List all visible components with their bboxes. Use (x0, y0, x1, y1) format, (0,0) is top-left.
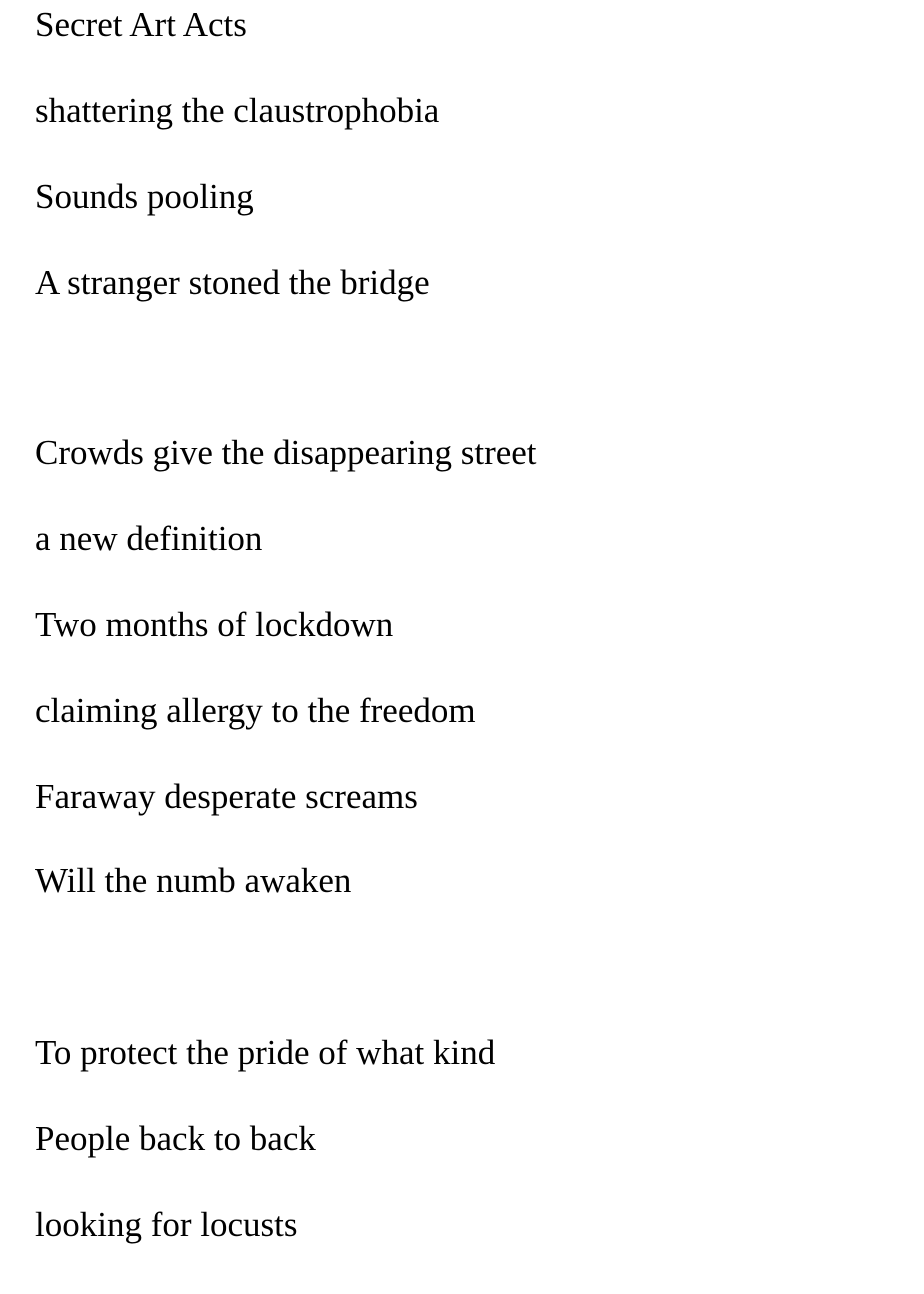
poem-line: Will the numb awaken (35, 861, 352, 900)
poem-line: shattering the claustrophobia (35, 91, 440, 130)
poem-line: looking for locusts (35, 1205, 298, 1244)
poem-page (35, 0, 895, 1294)
poem-title: Secret Art Acts (35, 5, 247, 44)
poem-line: Sounds pooling (35, 177, 254, 216)
poem-line: a new definition (35, 519, 263, 558)
poem-line: A stranger stoned the bridge (35, 263, 430, 302)
poem-line: claiming allergy to the freedom (35, 691, 476, 730)
poem-line: People back to back (35, 1119, 316, 1158)
poem-line: Faraway desperate screams (35, 777, 418, 816)
poem-line: Two months of lockdown (35, 605, 394, 644)
poem-line: To protect the pride of what kind (35, 1033, 496, 1072)
poem-line: Crowds give the disappearing street (35, 433, 537, 472)
